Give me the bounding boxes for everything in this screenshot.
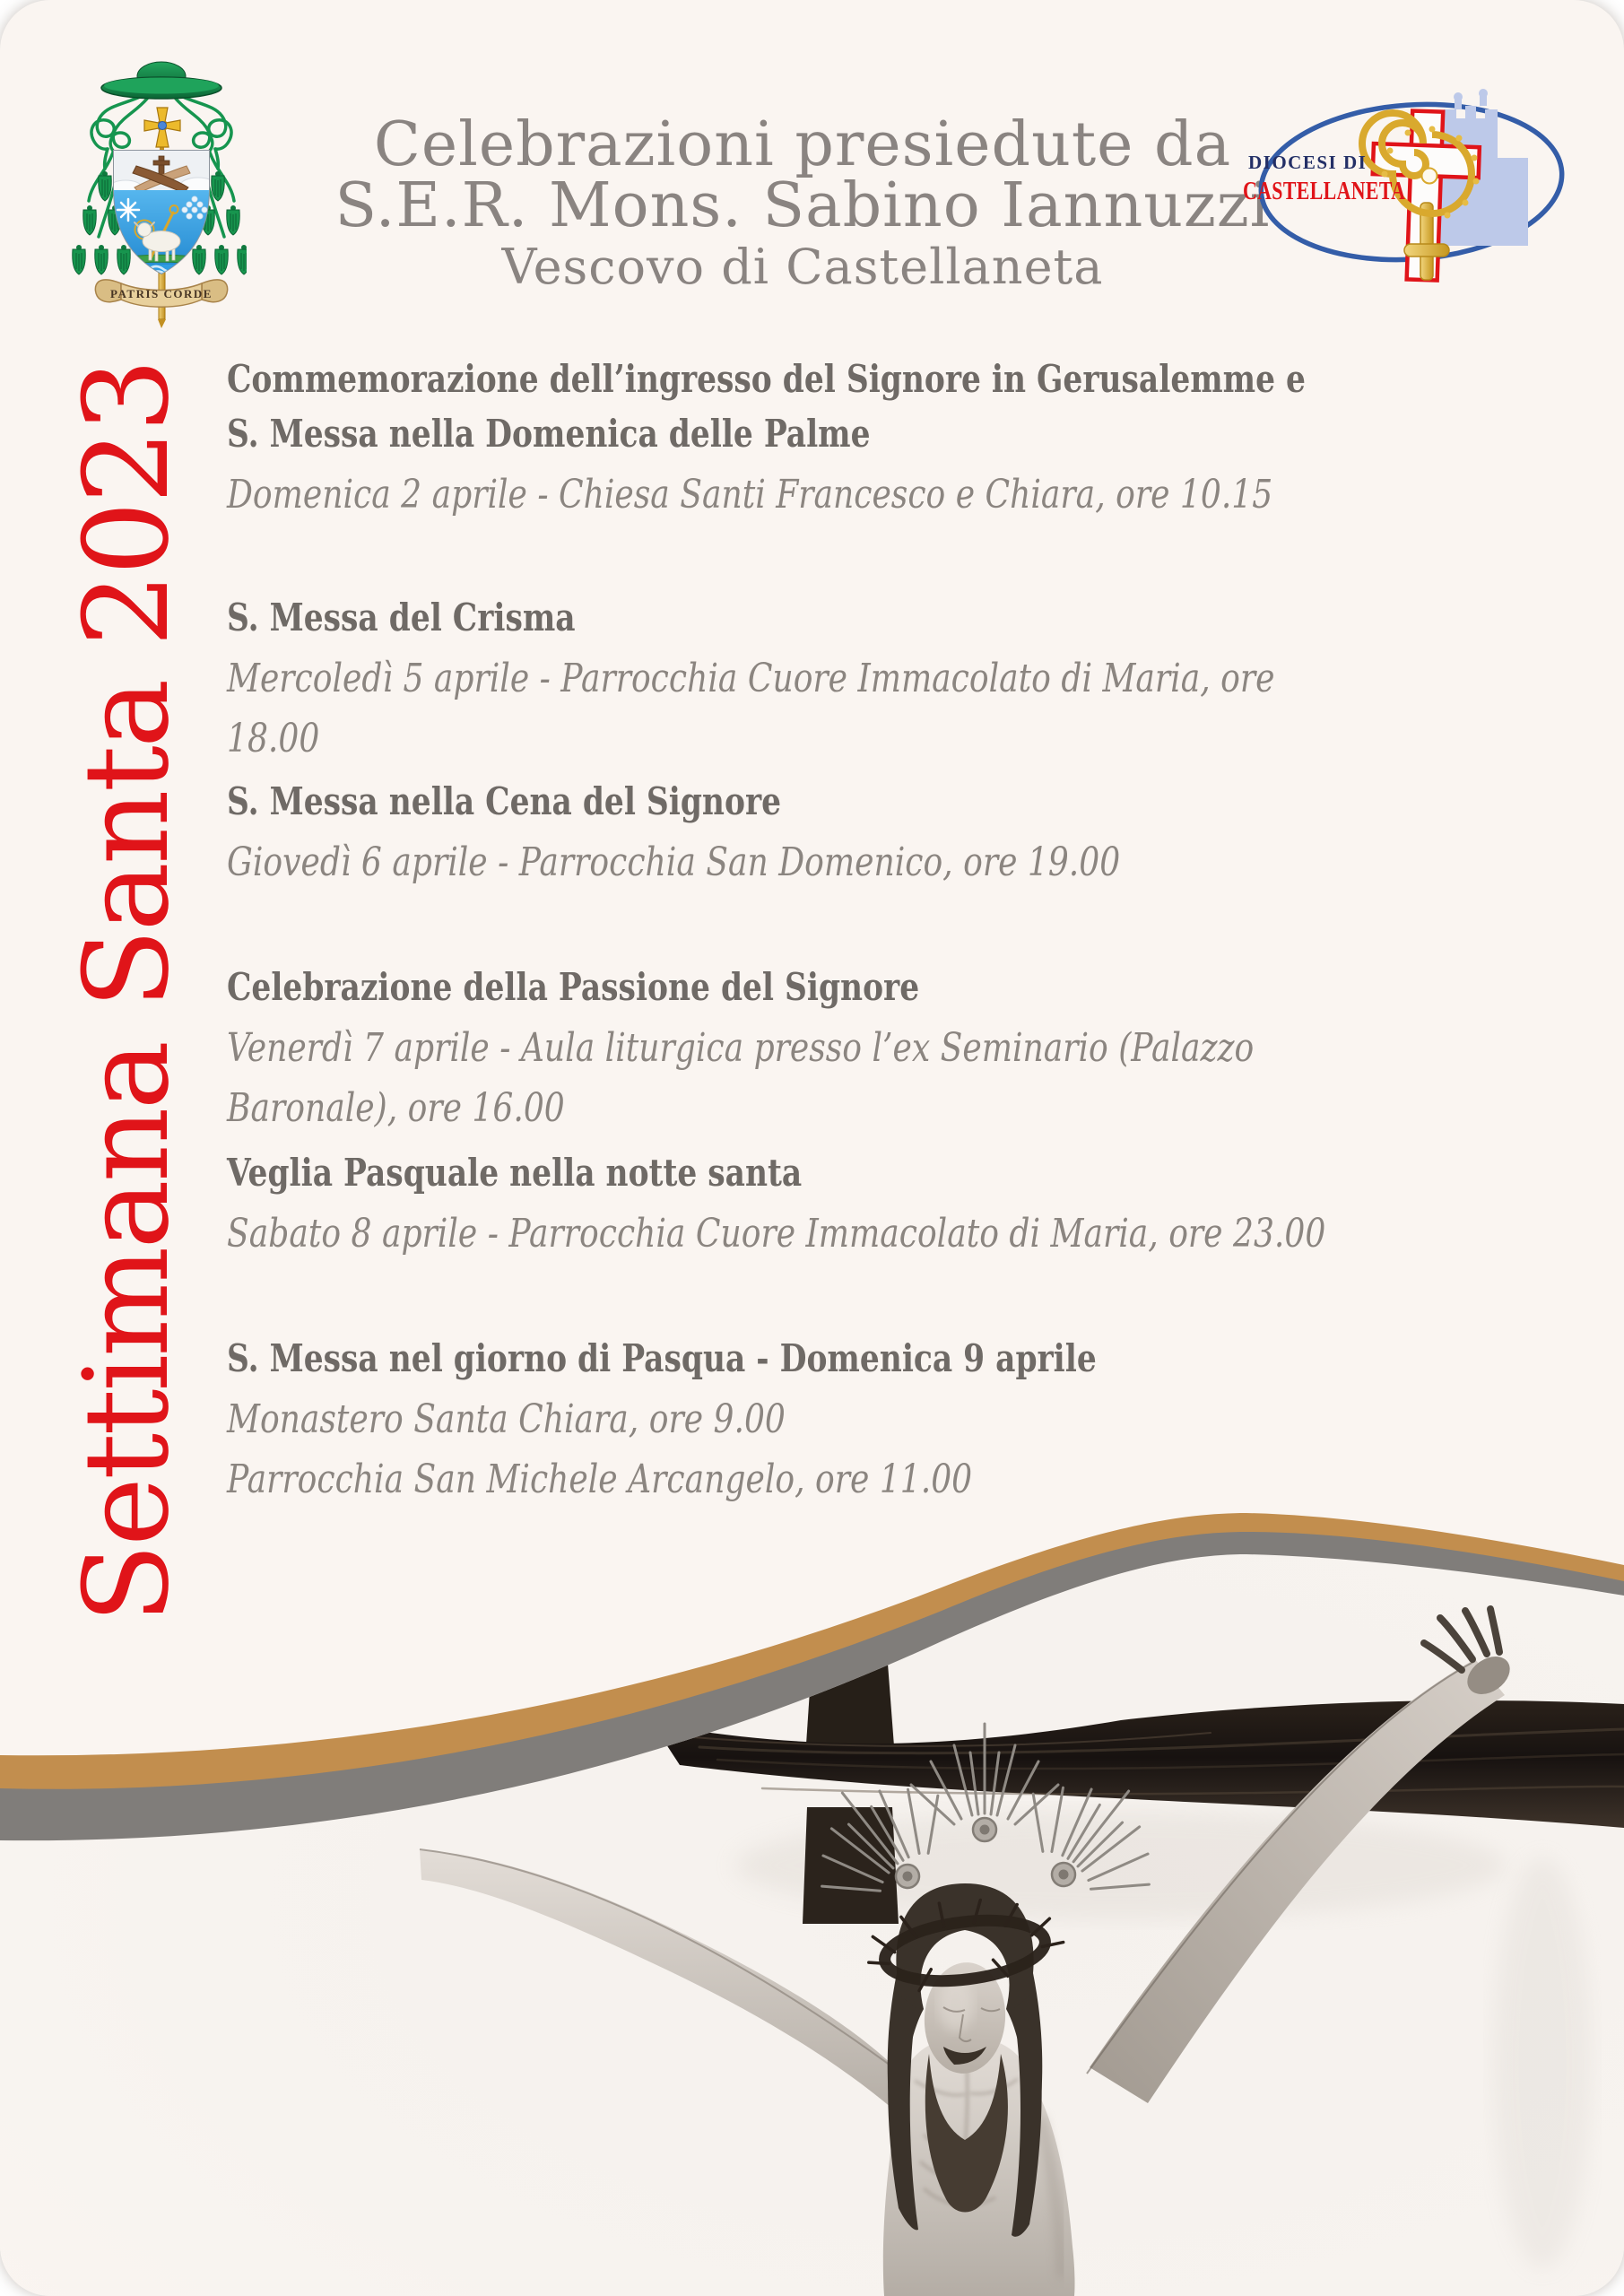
logo-text-line-1: DIOCESI DI — [1248, 152, 1368, 173]
star-icon — [117, 199, 139, 221]
page-title — [287, 109, 1318, 295]
event-details: Sabato 8 aprile - Parrocchia Cuore Immacolato di Maria, ore 23.00 — [227, 1211, 1326, 1257]
crucifix-photo — [0, 1435, 1624, 2296]
title-line-1: Celebrazioni presiedute da — [373, 109, 1232, 180]
event-details: Mercoledì 5 aprile - Parrocchia Cuore Immacolato di Maria, ore 18.00 — [227, 656, 1275, 761]
event-item — [227, 1145, 1624, 1264]
title-line-3: Vescovo di Castellaneta — [501, 239, 1104, 295]
event-details: Venerdì 7 aprile - Aula liturgica presso l’ex Seminario (Palazzo Baronale), ore 16.00 — [227, 1025, 1255, 1131]
event-title: Celebrazione della Passione del Signore — [227, 965, 920, 1009]
title-line-2: S.E.R. Mons. Sabino Iannuzzi — [334, 170, 1271, 241]
event-item — [227, 774, 1624, 892]
event-title: S. Messa nel giorno di Pasqua - Domenica 9 aprile — [227, 1336, 1097, 1380]
bishop-coat-of-arms-icon — [72, 56, 247, 329]
coat-of-arms-motto: PATRIS CORDE — [110, 287, 213, 300]
event-item — [227, 590, 1624, 769]
logo-text-line-2: CASTELLANETA — [1243, 178, 1406, 205]
event-details: Domenica 2 aprile - Chiesa Santi Francesco e Chiara, ore 10.15 — [227, 472, 1273, 517]
event-title: S. Messa nella Cena del Signore — [227, 779, 782, 823]
event-item — [227, 352, 1624, 525]
event-title: Commemorazione dell’ingresso del Signore in Gerusalemme e S. Messa nella Domenica delle Palme — [227, 357, 1306, 456]
galero-hat-icon — [101, 62, 221, 99]
season-title: Settimana Santa 2023 — [58, 361, 195, 1623]
event-details: Giovedì 6 aprile - Parrocchia San Domenico, ore 19.00 — [227, 839, 1121, 885]
event-title: S. Messa del Crisma — [227, 596, 576, 639]
event-title: Veglia Pasquale nella notte santa — [227, 1151, 803, 1195]
event-details: Monastero Santa Chiara, ore 9.00 Parrocchia San Michele Arcangelo, ore 11.00 — [227, 1396, 973, 1502]
gold-cross-icon — [144, 108, 180, 147]
event-item — [227, 960, 1624, 1138]
diocese-logo — [1239, 68, 1616, 283]
